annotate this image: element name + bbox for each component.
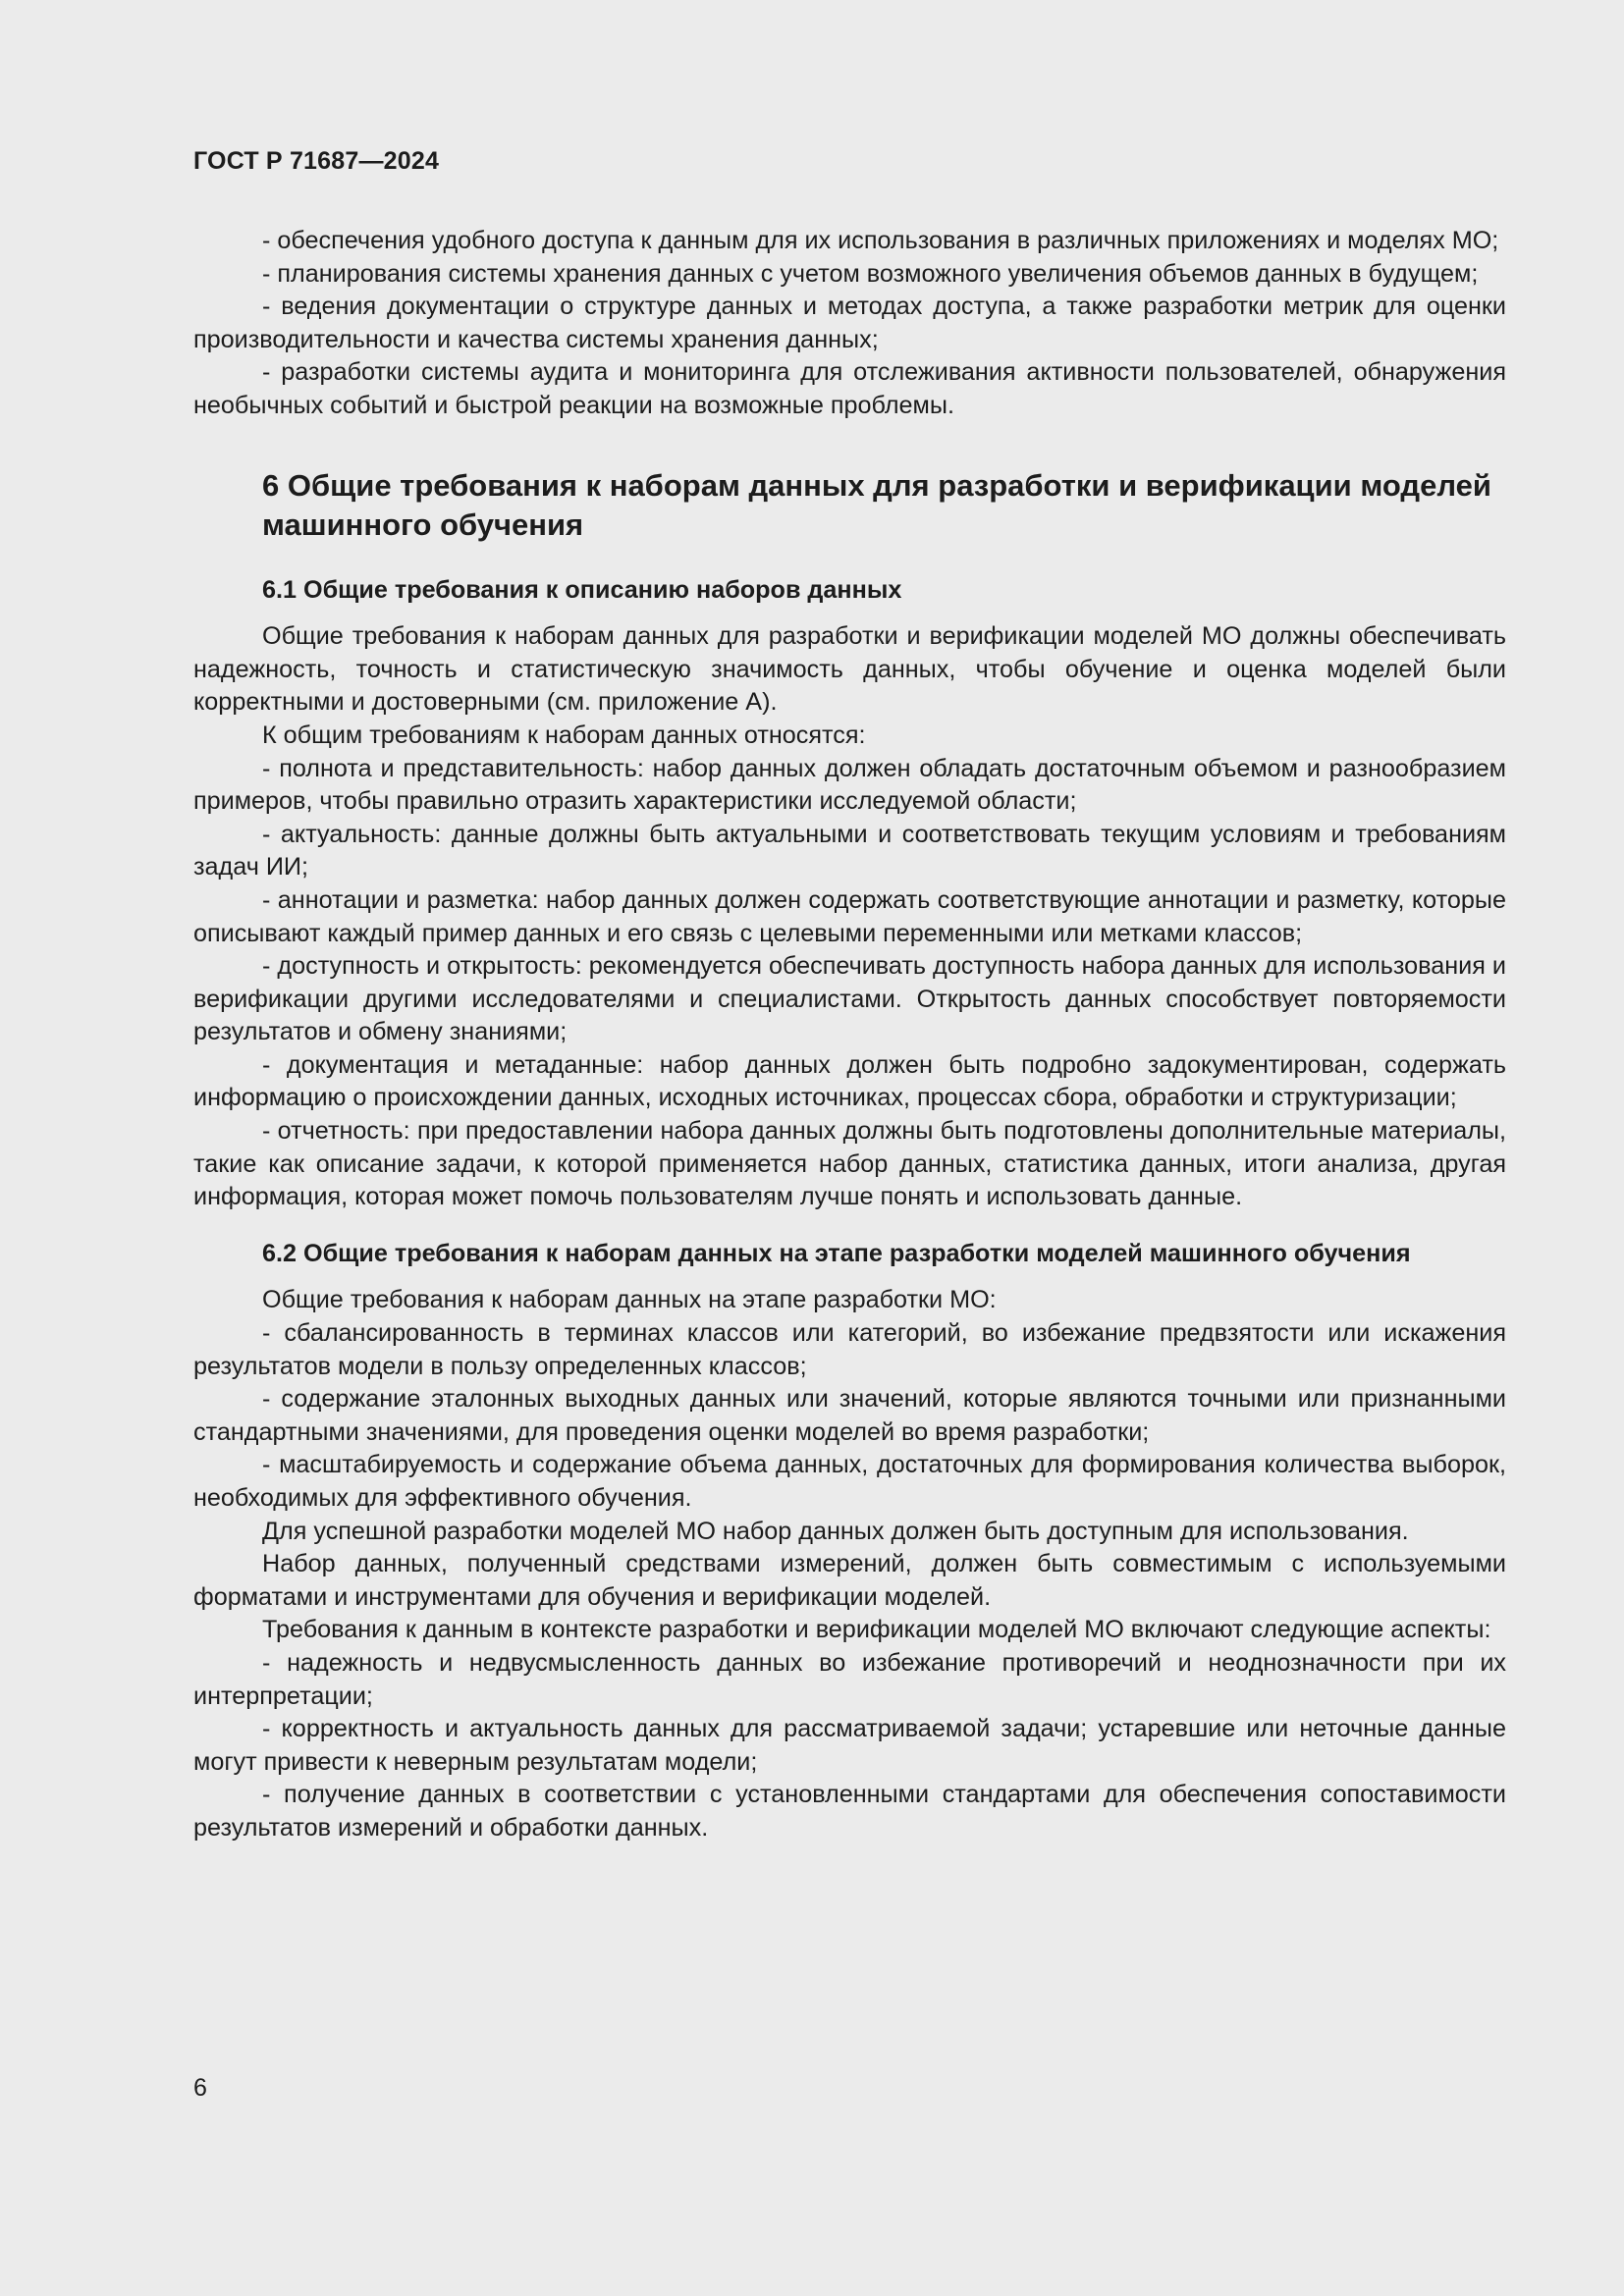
list-item: - масштабируемость и содержание объема данных, достаточных для формирования количества выборок, необходимых для эффективного обучения. <box>193 1451 1506 1512</box>
document-code-header: ГОСТ Р 71687—2024 <box>193 147 440 175</box>
paragraph: Набор данных, полученный средствами измерений, должен быть совместимым с используемыми форматами и инструментами для обучения и верификации моделей. <box>193 1550 1506 1611</box>
paragraph: Требования к данным в контексте разработки и верификации моделей МО включают следующие аспекты: <box>262 1616 1491 1644</box>
list-item: - надежность и недвусмысленность данных во избежание противоречий и неоднозначности при их интерпретации; <box>193 1648 1506 1710</box>
subsection-6-1-heading: 6.1 Общие требования к описанию наборов данных <box>262 575 902 604</box>
intro-item: - планирования системы хранения данных с учетом возможного увеличения объемов данных в будущем; <box>262 259 1479 288</box>
paragraph: Общие требования к наборам данных на этапе разработки МО: <box>262 1286 997 1314</box>
list-item: - сбалансированность в терминах классов или категорий, во избежание предвзятости или искажения результатов модели в пользу определенных классов; <box>193 1319 1506 1380</box>
list-item: - получение данных в соответствии с установленными стандартами для обеспечения сопоставимости результатов измерений и обработки данных. <box>193 1781 1506 1842</box>
intro-item: - разработки системы аудита и мониторинга для отслеживания активности пользователей, обнаружения необычных событий и быстрой реакции на возможные проблемы. <box>193 358 1506 419</box>
intro-item: - ведения документации о структуре данных и методах доступа, а также разработки метрик для оценки производительности и качества системы хранения данных; <box>193 293 1506 353</box>
paragraph: К общим требованиям к наборам данных относятся: <box>262 721 866 749</box>
list-item: - отчетность: при предоставлении набора данных должны быть подготовлены дополнительные материалы, такие как описание задачи, к которой применяется набор данных, статистика данных, итоги анализа, другая информация, которая может помочь пользователям лучше понять и использовать данные. <box>193 1117 1506 1211</box>
subsection-6-2-heading: 6.2 Общие требования к наборам данных на этапе разработки моделей машинного обучения <box>262 1239 1411 1267</box>
page-number: 6 <box>193 2074 207 2102</box>
section-6-heading: 6 Общие требования к наборам данных для разработки и верификации моделей машинного обучения <box>262 467 1491 542</box>
list-item: - доступность и открытость: рекомендуется обеспечивать доступность набора данных для использования и верификации другими исследователями и специалистами. Открытость данных способствует повторяемости результатов и обмену знаниями; <box>193 952 1506 1046</box>
list-item: - актуальность: данные должны быть актуальными и соответствовать текущим условиям и требованиям задач ИИ; <box>193 820 1506 881</box>
list-item: - аннотации и разметка: набор данных должен содержать соответствующие аннотации и разметку, которые описывают каждый пример данных и его связь с целевыми переменными или метками классов; <box>193 885 1506 947</box>
list-item: - содержание эталонных выходных данных или значений, которые являются точными или признанными стандартными значениями, для проведения оценки моделей во время разработки; <box>193 1385 1506 1446</box>
list-item: - документация и метаданные: набор данных должен быть подробно задокументирован, содержать информацию о происхождении данных, исходных источниках, процессах сбора, обработки и структуризации; <box>193 1050 1506 1112</box>
list-item: - корректность и актуальность данных для рассматриваемой задачи; устаревшие или неточные данные могут привести к неверным результатам модели; <box>193 1715 1506 1776</box>
paragraph: Общие требования к наборам данных для разработки и верификации моделей МО должны обеспечивать надежность, точность и статистическую значимость данных, чтобы обучение и оценка моделей были корректными и достоверными (см. приложение А). <box>193 622 1506 717</box>
paragraph: Для успешной разработки моделей МО набор данных должен быть доступным для использования. <box>262 1517 1409 1545</box>
document-body <box>193 225 1506 1845</box>
list-item: - полнота и представительность: набор данных должен обладать достаточным объемом и разнообразием примеров, чтобы правильно отразить характеристики исследуемой области; <box>193 754 1506 816</box>
intro-item: - обеспечения удобного доступа к данным для их использования в различных приложениях и моделях МО; <box>262 227 1499 254</box>
